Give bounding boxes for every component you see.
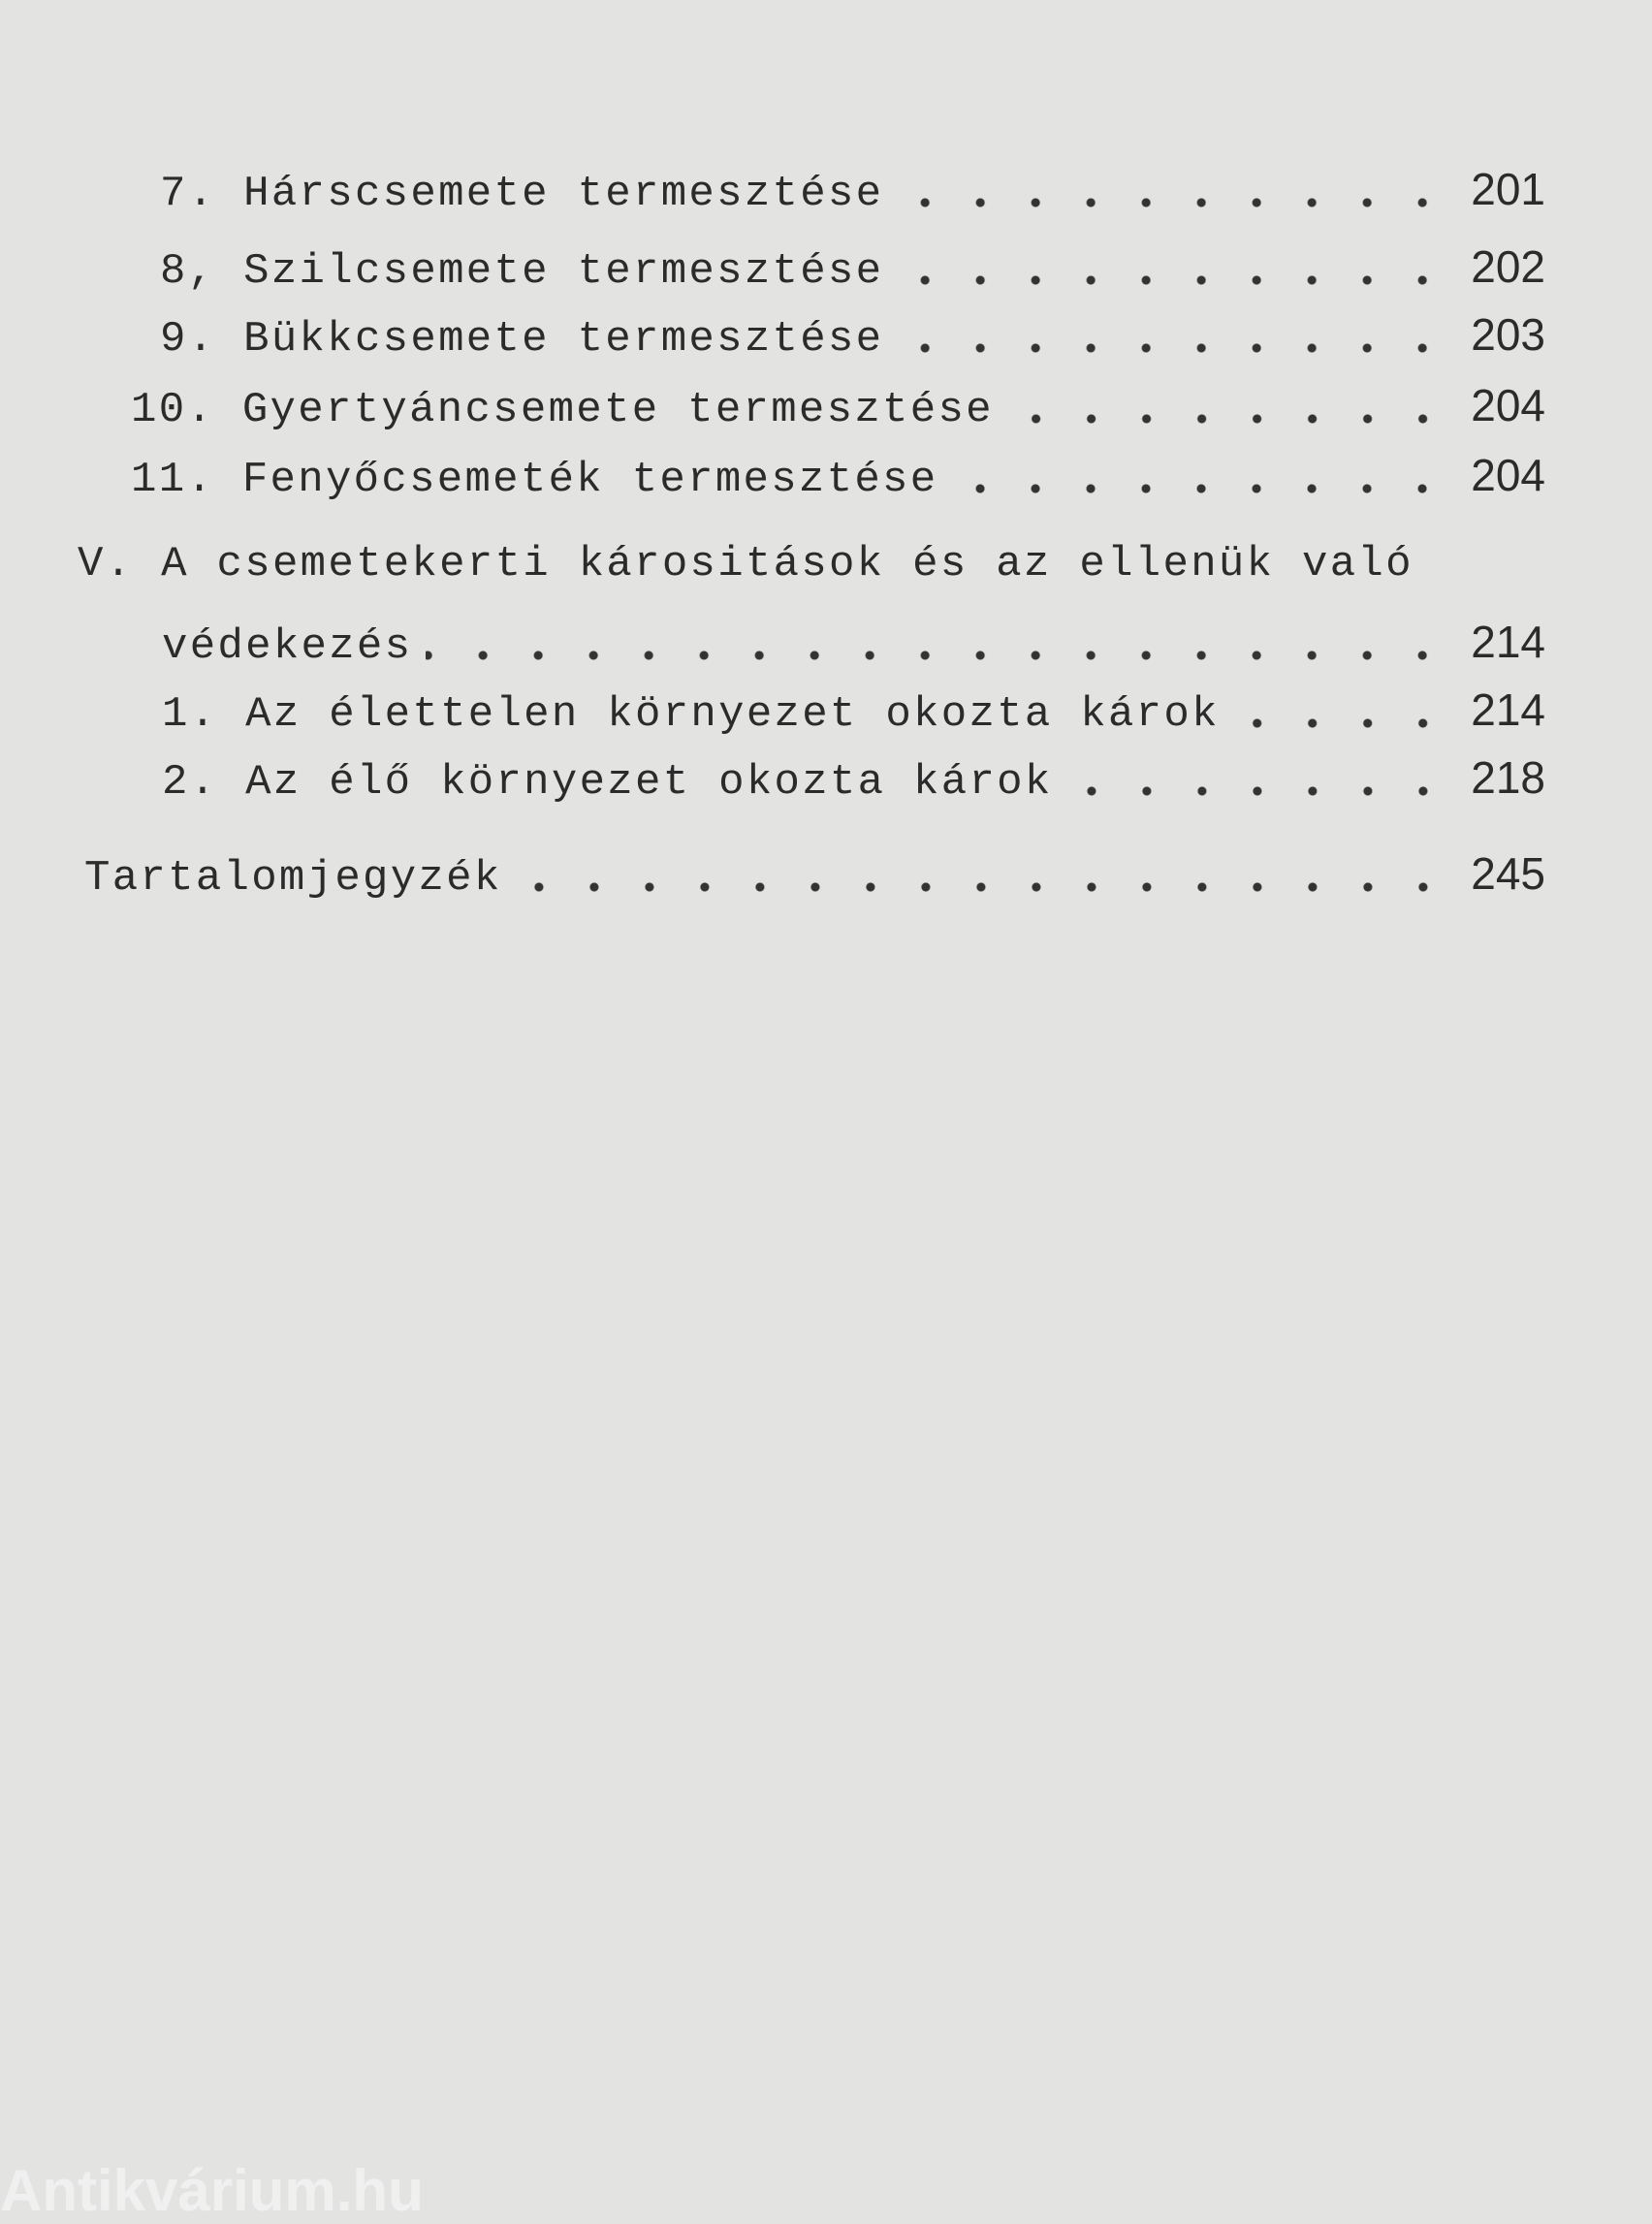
chapter-v-heading-cont [162,616,1545,674]
entry-number: 1. [162,690,218,739]
page-number: 214 [1471,617,1545,667]
dot-leader [426,649,1450,662]
dot-leader [516,880,1450,894]
page-number: 245 [1471,848,1545,899]
dot-leader [1066,784,1450,798]
dot-leader [951,482,1450,495]
entry-number: 2. [162,758,218,807]
entry-title: Az élő környezet okozta károk [245,758,1053,807]
dot-leader [897,341,1450,355]
toc-entry [131,379,1545,437]
entry-title: Fenyőcsemeték termesztése [241,456,938,504]
entry-title: Az élettelen környezet okozta károk [245,690,1220,739]
entry-number: 9. [160,315,216,364]
toc-entry [162,751,1545,810]
dot-leader [897,196,1450,209]
page-number: 202 [1471,241,1545,292]
watermark: Antikvárium.hu [0,2158,424,2223]
toc-entry [160,163,1545,221]
entry-title: Bükkcsemete termesztése [243,315,884,364]
entry-number: 8, [160,247,216,296]
entry-number: 7. [160,170,216,218]
entry-title: Tartalomjegyzék [84,854,502,903]
page-number: 201 [1471,164,1545,214]
entry-title: Hárscsemete termesztése [243,170,884,218]
dot-leader [1233,716,1450,730]
entry-title: Szilcsemete termesztése [243,247,884,296]
toc-entry [160,240,1545,299]
entry-title: Gyertyáncsemete termesztése [241,386,994,434]
toc-entry [131,449,1545,507]
dot-leader [897,273,1450,287]
page-number: 218 [1471,752,1545,803]
entry-number: 10. [131,386,215,434]
page-number: 204 [1471,450,1545,500]
page-number: 204 [1471,380,1545,430]
page-number: 214 [1471,684,1545,735]
toc-entry [160,308,1545,366]
chapter-title: A csemetekerti kárositások és az ellenük való [161,540,1414,588]
dot-leader [1007,412,1450,426]
page-number: 203 [1471,309,1545,360]
toc-entry [162,683,1545,742]
chapter-title-cont: védekezés [162,622,413,671]
chapter-number: V. [78,540,134,588]
entry-number: 11. [131,456,215,504]
contents-entry [84,847,1545,905]
chapter-v-heading [78,540,1545,598]
